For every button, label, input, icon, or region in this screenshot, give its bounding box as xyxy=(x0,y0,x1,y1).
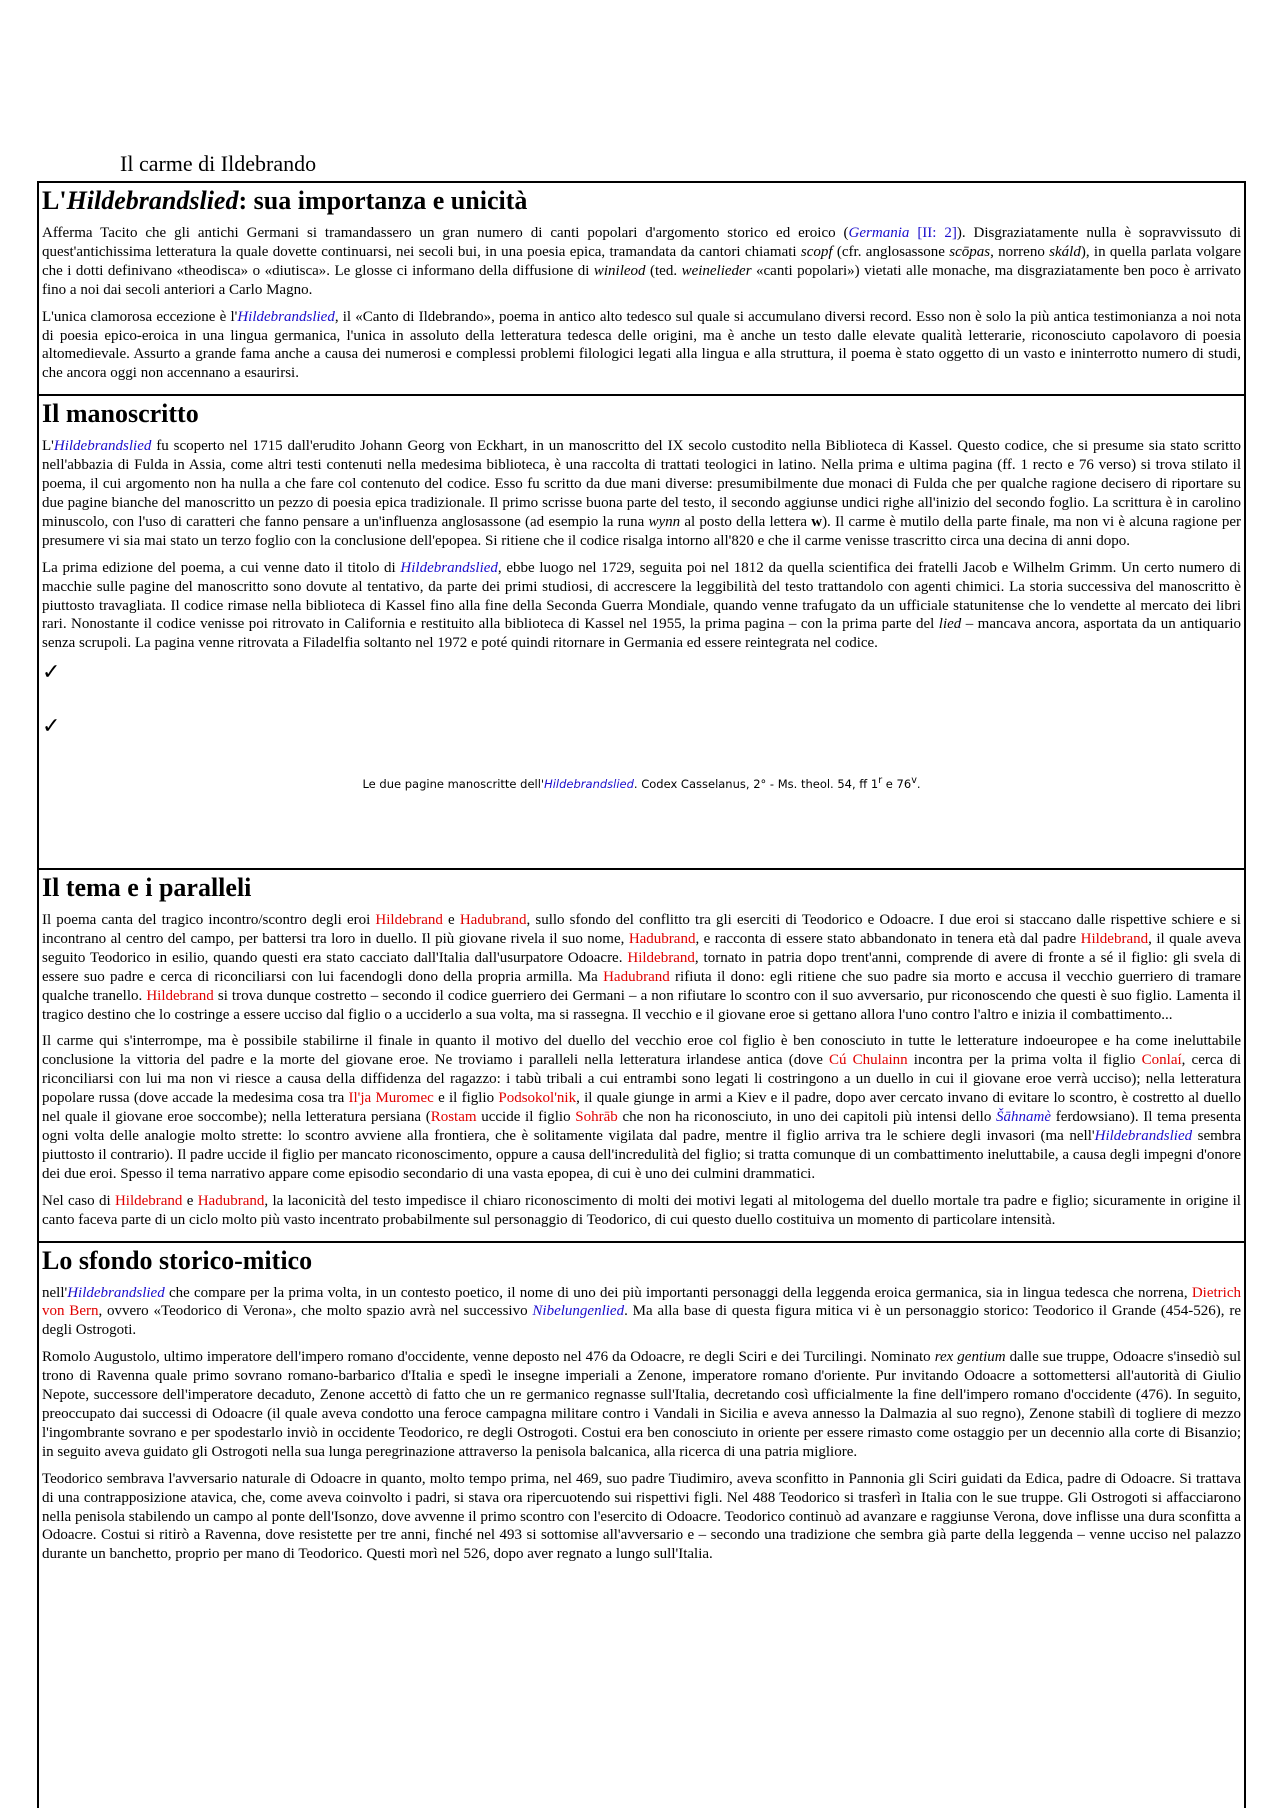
link-hildebrandslied[interactable]: Hildebrandslied xyxy=(67,1284,165,1301)
link-shahname[interactable]: Šāhnamè xyxy=(996,1109,1052,1126)
section-theme xyxy=(39,870,1244,1243)
link-cu-chulainn[interactable]: Cú Chulainn xyxy=(829,1052,908,1069)
document-title: Il carme di Ildebrando xyxy=(120,151,317,176)
link-hadubrand[interactable]: Hadubrand xyxy=(603,968,670,985)
link-germania[interactable]: Germania xyxy=(848,225,910,241)
paragraph: Il poema canta del tragico incontro/scontro degli eroi Hildebrand e Hadubrand, sullo sfondo del conflitto tra gli eserciti di Teodorico e Odoacre. I due eroi si staccano dalle rispettive schiere e si incontrano al centro del campo, per battersi tra loro in duello. Il più giovane rivela il suo nome, Hadubrand, e racconta di essere stato abbandonato in tenera età dal padre Hildebrand, il quale aveva seguito Teodorico in esilio, quando questi era stato cacciato dall'Italia dall'usurpatore Odoacre. Hildebrand, tornato in patria dopo trent'anni, comprende di avere di fronte a sé il figlio: gli svela di essere suo padre e cerca di riconciliarsi con lui facendogli dono della propria armilla. Ma Hadubrand rifiuta il dono: egli ritiene che suo padre sia morto e accusa il vecchio guerriero di tramare qualche tranello. Hildebrand si trova dunque costretto – secondo il codice guerriero dei Germani – a non rifiutare lo scontro con il suo avversario, pur riconoscendo che questi è suo figlio. Lamenta il tragico destino che lo costringe a essere ucciso dal figlio o a ucciderlo a sua volta, ma si rassegna. Il vecchio e il giovane eroe si gettano allora l'uno contro l'altro e inizia il combattimento... xyxy=(42,912,1242,1023)
link-hildebrand[interactable]: Hildebrand xyxy=(1080,930,1149,947)
paragraph: Il carme qui s'interrompe, ma è possibile stabilirne il finale in quanto il motivo del duello del vecchio eroe col figlio è ben conosciuto in tutte le letterature indoeuropee e ha come ineluttabile conclusione la vittoria del padre e la morte del giovane eroe. Ne troviamo i paralleli nella letteratura irlandese antica (dove Cú Chulainn incontra per la prima volta il figlio Conlaí, cerca di riconciliarsi con lui ma non vi riesce a causa della diffidenza del ragazzo: i tabù tribali a cui entrambi sono legati li costringono a un duello in cui il giovane eroe verrà ucciso); nella letteratura popolare russa (dove accade la medesima cosa tra Il'ja Muromec e il figlio Podsokol'nik, il quale giunge in armi a Kiev e il padre, dopo aver cercato invano di evitare lo scontro, è costretto al duello nel quale il giovane eroe soccombe); nella letteratura persiana (Rostam uccide il figlio Sohrāb che non ha riconosciuto, in uno dei capitoli più intensi dello Šāhnamè ferdowsiano). Il tema presenta ogni volta delle analogie molto strette: lo scontro avviene alla frontiera, che è solitamente vigilata dal padre, mentre il figlio arriva tra le schiere degli invasori (ma nell'Hildebrandslied sembra piuttosto il contrario). Il padre uccide il figlio per mancato riconoscimento, oppure a causa dell'incredulità del figlio; si tratta comunque di un combattimento ineluttabile, a causa degli impegni d'onore dei due eroi. Spesso il tema narrativo appare come episodio secondario di una vasta epopea, di cui è uno dei culmini drammatici. xyxy=(42,1033,1241,1182)
section-historical-background xyxy=(39,1243,1244,1576)
link-ilja-muromec[interactable]: Il'ja Muromec xyxy=(348,1090,434,1107)
link-hadubrand[interactable]: Hadubrand xyxy=(197,1192,265,1209)
link-hadubrand[interactable]: Hadubrand xyxy=(459,912,527,929)
section-heading: L'Hildebrandslied: sua importanza e unicità xyxy=(42,186,528,215)
checkmark-icon: ✓ xyxy=(42,714,61,740)
paragraph: Nel caso di Hildebrand e Hadubrand, la laconicità del testo impedisce il chiaro riconoscimento di molti dei motivi legati al mitologema del duello mortale tra padre e figlio; sicuramente in origine il canto faceva parte di un ciclo molto più vasto incentrato probabilmente sul personaggio di Teodorico, di cui questo duello costituiva un momento di particolare intensità. xyxy=(42,1192,1241,1228)
paragraph: Afferma Tacito che gli antichi Germani si tramandassero un gran numero di canti popolari d'argomento storico ed eroico (Germania [II: 2]). Disgraziatamente nulla è sopravvissuto di quest'antichissima letteratura la quale dovette continuarsi, nei secoli bui, in una poesia epica, tramandata da cantori chiamati scopf (cfr. anglosassone scōpas, norreno skáld), in quella parlata volgare che i dotti definivano «theodisca» o «diutisca». Le glosse ci informano della diffusione di winileod (ted. weinelieder «canti popolari») vietati alle monache, ma disgraziatamente ben poco è arrivato fino a noi dai secoli anteriori a Carlo Magno. xyxy=(42,225,1242,298)
link-hildebrandslied[interactable]: Hildebrandslied xyxy=(1094,1128,1193,1145)
link-reference[interactable]: [II: 2] xyxy=(917,225,957,241)
link-hildebrand[interactable]: Hildebrand xyxy=(114,1192,183,1209)
link-hildebrandslied[interactable]: Hildebrandslied xyxy=(53,438,152,455)
paragraph: L'Hildebrandslied fu scoperto nel 1715 dall'erudito Johann Georg von Eckhart, in un manoscritto del IX secolo custodito nella Biblioteca di Kassel. Questo codice, che si presume sia stato scritto nell'abbazia di Fulda in Assia, come altri testi contenuti nella medesima biblioteca, è una raccolta di trattati teologici in latino. Nella prima e ultima pagina (ff. 1 recto e 76 verso) si trova stilato il poema, il cui argomento non ha nulla a che fare col contenuto del codice. Esso fu scritto da due mani diverse: presumibilmente due monaci di Fulda che per qualche ragione decisero di riportare su due pagine bianche del manoscritto un pezzo di poesia epica tradizionale. Il primo scrisse buona parte del testo, il secondo aggiunse undici righe all'inizio del secondo foglio. La scrittura è in carolino minuscolo, con l'uso di caratteri che fanno pensare a un'influenza anglosassone (ad esempio la runa wynn al posto della lettera w). Il carme è mutilo della parte finale, ma non vi è alcuna ragione per presumere vi sia mai stato un terzo foglio con la conclusione dell'epopea. Si ritiene che il codice risalga intorno all'820 e che il carme venisse trascritto circa una decina di anni dopo. xyxy=(42,438,1241,549)
section-heading: Il tema e i paralleli xyxy=(42,873,252,903)
link-hildebrand[interactable]: Hildebrand xyxy=(146,987,214,1004)
paragraph: nell'Hildebrandslied che compare per la prima volta, in un contesto poetico, il nome di uno dei più importanti personaggi della leggenda eroica germanica, sia in lingua tedesca che norrena, Dietrich von Bern, ovvero «Teodorico di Verona», che molto spazio avrà nel successivo Nibelungenlied. Ma alla base di questa figura mitica vi è un personaggio storico: Teodorico il Grande (454-526), re degli Ostrogoti. xyxy=(42,1284,1241,1339)
link-hadubrand[interactable]: Hadubrand xyxy=(628,930,696,947)
section-heading: Lo sfondo storico-mitico xyxy=(42,1245,313,1275)
image-caption: Le due pagine manoscritte dell'Hildebrandslied. Codex Casselanus, 2° - Ms. theol. 54, ff 1$^r$ e 76$^v$. xyxy=(362,775,921,792)
checkmark-icon: ✓ xyxy=(42,660,61,686)
article-frame xyxy=(37,181,1246,1808)
paragraph: La prima edizione del poema, a cui venne dato il titolo di Hildebrandslied, ebbe luogo nel 1729, seguita poi nel 1812 da quella scientifica dei fratelli Jacob e Wilhelm Grimm. Un certo numero di macchie sulle pagine del manoscritto sono dovute al tentativo, da parte dei primi studiosi, di accrescere la leggibilità del testo trattandolo con agenti chimici. La storia successiva del manoscritto è piuttosto travagliata. Il codice rimase nella biblioteca di Kassel fino alla fine della Seconda Guerra Mondiale, quando venne trafugato da un ufficiale statunitense che lo vendette al mercato dei libri rari. Nonostante il codice venisse poi ritrovato in California e restituito alla biblioteca di Kassel nel 1955, la prima pagina – con la prima parte del lied – mancava ancora, asportata da un antiquario senza scrupoli. La pagina venne ritrovata a Filadelfia soltanto nel 1972 e poté quindi ritornare in Germania ed essere reintegrata nel codice. xyxy=(42,559,1241,652)
link-hildebrand[interactable]: Hildebrand xyxy=(627,949,695,966)
paragraph: Romolo Augustolo, ultimo imperatore dell'impero romano d'occidente, venne deposto nel 476 da Odoacre, re degli Sciri e dei Turcilingi. Nominato rex gentium dalle sue truppe, Odoacre s'insediò sul trono di Ravenna quale primo sovrano romano-barbarico d'Italia e spedì le insegne imperiali a Zenone, imperatore romano d'oriente. Pur invitando Odoacre a sottomettersi all'autorità di Giulio Nepote, successore dell'imperatore decaduto, Zenone accettò di fatto che un re germanico regnasse sull'Italia, decretando così ufficialmente la fine dell'impero romano d'occidente (476). In seguito, preoccupato dai successi di Odoacre (il quale aveva condotto una feroce campagna militare contro i Vandali in Sicilia e aveva annesso la Dalmazia al suo regno), Zenone stabilì di togliere di mezzo l'ingombrante sovrano e per spodestarlo inviò in occidente Teodorico, re degli Ostrogoti. Costui era ben conosciuto in oriente per essere rimasto come ostaggio per un decennio alla corte di Bisanzio; in seguito aveva guidato gli Ostrogoti nella sua lunga peregrinazione attraverso la penisola balcanica, alla ricerca di una patria migliore. xyxy=(42,1349,1241,1460)
link-hildebrand[interactable]: Hildebrand xyxy=(375,912,443,929)
link-nibelungenlied[interactable]: Nibelungenlied xyxy=(532,1303,625,1320)
link-dietrich-von-bern[interactable]: Dietrich von Bern xyxy=(42,1284,1241,1320)
section-manuscript xyxy=(39,396,1244,870)
link-hildebrandslied[interactable]: Hildebrandslied xyxy=(400,559,498,576)
paragraph: Teodorico sembrava l'avversario naturale di Odoacre in quanto, molto tempo prima, nel 469, suo padre Tiudimiro, aveva sconfitto in Pannonia gli Sciri guidati da Edica, padre di Odoacre. Si trattava di una contrapposizione atavica, che, come aveva coinvolto i padri, si stava ora ripercuotendo sui rispettivi figli. Nel 488 Teodorico si trasferì in Italia con le sue truppe. Gli Ostrogoti si affacciarono nella penisola stabilendo un campo al ponte dell'Isonzo, dove avvenne il primo scontro con l'esercito di Odoacre. Teodorico continuò ad avanzare e raggiunse Verona, dove inflisse una dura sconfitta a Odoacre. Costui si ritirò a Ravenna, dove resistette per tre anni, finché nel 493 si sottomise all'avversario e – secondo una tradizione che sembra già parte della leggenda – venne ucciso nel palazzo durante un banchetto, proprio per mano di Teodorico. Questi morì nel 526, dopo aver regnato a lungo sull'Italia. xyxy=(42,1470,1241,1563)
link-rostam[interactable]: Rostam xyxy=(430,1109,477,1126)
paragraph: L'unica clamorosa eccezione è l'Hildebrandslied, il «Canto di Ildebrando», poema in antico alto tedesco sul quale si accumulano diversi record. Esso non è solo la più antica testimonianza a noi nota di poesia epico-eroica in una lingua germanica, l'unica in assoluto della letteratura tedesca delle origini, ma è anche un testo dalle elevate qualità letterarie, riconosciuto capolavoro di poesia altomedievale. Assurto a grande fama anche a causa dei numerosi e complessi problemi filologici legati alla lingua e alla struttura, il poema è stato oggetto di un vasto e ininterrotto numero di studi, che ancora oggi non accennano a esaurirsi. xyxy=(42,308,1241,382)
link-sohrab[interactable]: Sohrāb xyxy=(575,1109,618,1126)
section-importance xyxy=(39,183,1244,396)
link-hildebrandslied[interactable]: Hildebrandslied xyxy=(237,308,335,325)
link-hildebrandslied[interactable]: Hildebrandslied xyxy=(544,777,634,792)
link-conlai[interactable]: Conlaí xyxy=(1141,1052,1182,1069)
section-heading: Il manoscritto xyxy=(42,399,199,429)
link-podsokolnik[interactable]: Podsokol'nik xyxy=(498,1090,577,1107)
